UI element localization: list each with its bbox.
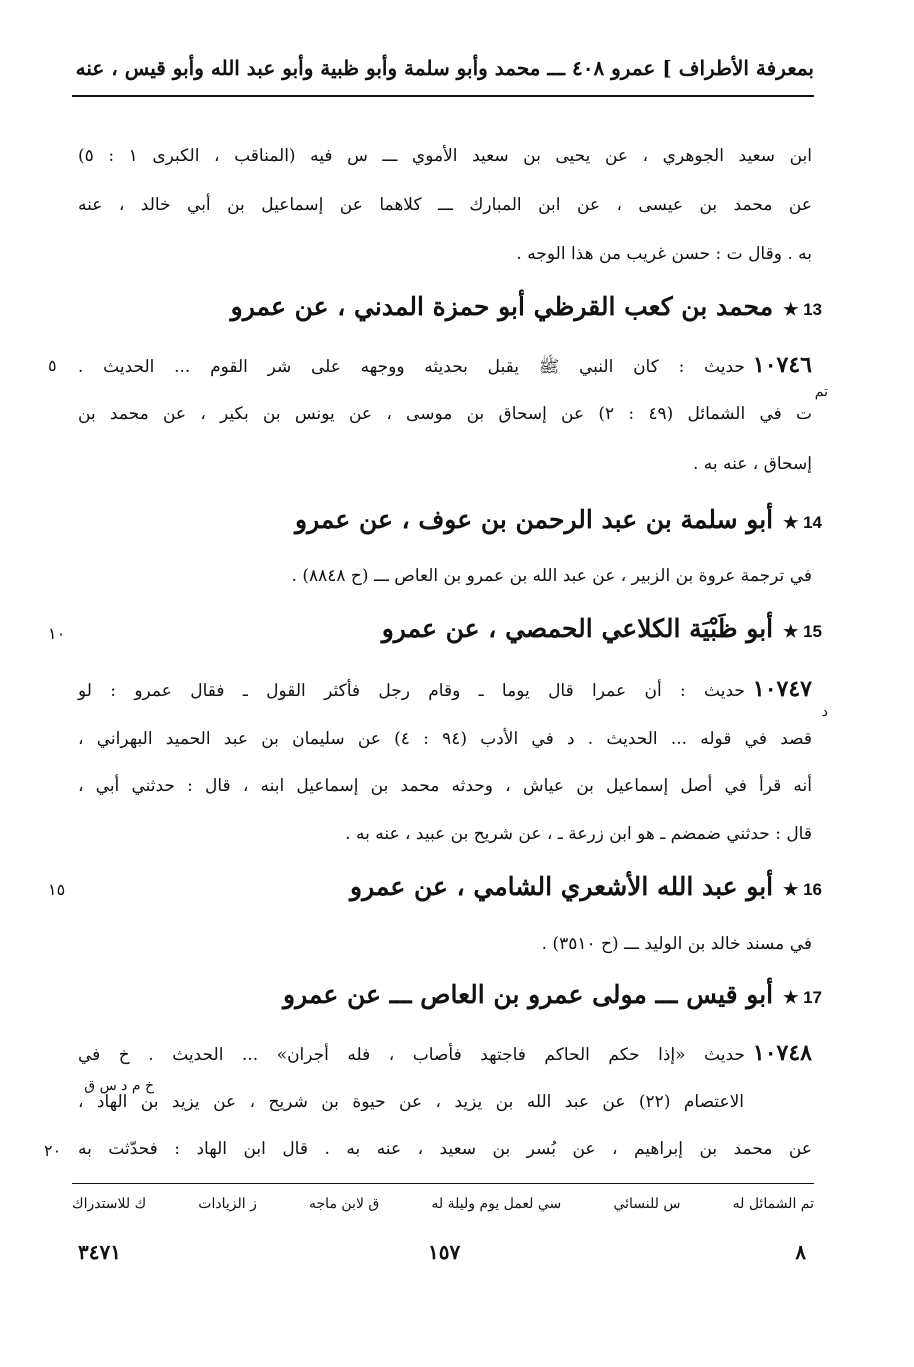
legend-item: س للنسائي: [613, 1196, 681, 1212]
margin-line-number: ٢٠: [44, 1141, 62, 1160]
entry-title: أبو ظَبْيَة الكلاعي الحمصي ، عن عمرو: [381, 614, 774, 643]
margin-line-number: ٥: [48, 356, 57, 375]
margin-line-number: ١٥: [48, 880, 66, 899]
hadith-line-10746: [78, 352, 812, 381]
legend-item: سي لعمل يوم وليلة له: [431, 1196, 562, 1212]
text-line: قصد في قوله ... الحديث . د في الأدب (٩٤ : ٤) عن سليمان بن عبد الحميد البهراني ،: [78, 729, 812, 749]
volume-number: ٨: [795, 1240, 806, 1264]
entry-number: 17 ★: [783, 988, 822, 1007]
sequence-number: ٣٤٧١: [78, 1240, 121, 1264]
entry-title: أبو قيس ـــ مولى عمرو بن العاص ـــ عن عمرو: [283, 980, 774, 1009]
source-symbols: تم: [814, 384, 828, 400]
entry-heading-15: [382, 614, 822, 643]
text-line: عن محمد بن إبراهيم ، عن بُسر بن سعيد ، عنه به . قال ابن الهاد : فحدّثت به: [78, 1139, 812, 1159]
hadith-line-10747: [78, 676, 812, 702]
entry-heading-16: [350, 872, 822, 901]
legend-item: ك للاستدراك: [72, 1196, 147, 1212]
entry-number: 16 ★: [783, 880, 822, 899]
entry-title: أبو عبد الله الأشعري الشامي ، عن عمرو: [350, 872, 774, 901]
hadith-text: حديث : كان النبي ﷺ يقبل بحديثه ووجهه على شر القوم ... الحديث .: [78, 357, 745, 377]
legend-item: ز الزيادات: [198, 1196, 257, 1212]
legend-item: ق لابن ماجه: [309, 1196, 380, 1212]
text-line: ت في الشمائل (٤٩ : ٢) عن إسحاق بن موسى ، عن يونس بن بكير ، عن محمد بن: [78, 404, 812, 424]
header-text: بمعرفة الأطراف ] عمرو ٤٠٨ ـــ محمد وأبو سلمة وأبو ظبية وأبو عبد الله وأبو قيس ، عنه: [75, 56, 814, 80]
hadith-number: ١٠٧٤٧: [752, 676, 812, 702]
text-line: في مسند خالد بن الوليد ـــ (ح ٣٥١٠) .: [541, 934, 812, 954]
entry-number: 13 ★: [783, 300, 822, 319]
text-line: إسحاق ، عنه به .: [692, 454, 812, 474]
abbreviation-legend: [72, 1196, 814, 1212]
entry-heading-14: [295, 505, 822, 534]
hadith-text: حديث «إذا حكم الحاكم فاجتهد فأصاب ، فله أجران» ... الحديث . خ في: [78, 1045, 745, 1065]
text-line: ابن سعيد الجوهري ، عن يحيى بن سعيد الأموي ـــ س فيه (المناقب ، الكبرى ١ : ٥): [78, 146, 812, 166]
entry-heading-17: [283, 980, 822, 1009]
header-rule: [72, 95, 814, 97]
entry-heading-13: [231, 292, 822, 321]
hadith-number: ١٠٧٤٨: [752, 1040, 812, 1066]
entry-title: محمد بن كعب القرظي أبو حمزة المدني ، عن عمرو: [230, 292, 774, 321]
margin-line-number: ١٠: [48, 624, 66, 643]
entry-title: أبو سلمة بن عبد الرحمن بن عوف ، عن عمرو: [295, 505, 774, 534]
page-number: ١٥٧: [428, 1240, 461, 1264]
entry-number: 15 ★: [783, 622, 822, 641]
running-header: [72, 56, 814, 86]
text-line: عن محمد بن عيسى ، عن ابن المبارك ـــ كلاهما عن إسماعيل بن أبي خالد ، عنه: [78, 195, 812, 215]
hadith-text: حديث : أن عمرا قال يوما ـ وقام رجل فأكثر القول ـ فقال عمرو : لو: [78, 681, 745, 701]
text-line: الاعتصام (٢٢) عن عبد الله بن يزيد ، عن حيوة بن شريح ، عن يزيد بن الهاد ،: [78, 1092, 744, 1112]
text-line: به . وقال ت : حسن غريب من هذا الوجه .: [516, 244, 812, 264]
source-symbols: د: [821, 704, 828, 720]
source-symbols: خ م د س ق: [84, 1078, 154, 1094]
text-line: قال : حدثني ضمضم ـ هو ابن زرعة ـ ، عن شريح بن عبيد ، عنه به .: [345, 824, 812, 844]
hadith-number: ١٠٧٤٦: [752, 352, 812, 378]
text-line: في ترجمة عروة بن الزبير ، عن عبد الله بن عمرو بن العاص ـــ (ح ٨٨٤٨) .: [291, 566, 812, 586]
legend-item: تم الشمائل له: [732, 1196, 814, 1212]
hadith-line-10748: [78, 1040, 812, 1066]
footnote-rule: [72, 1183, 814, 1184]
text-line: أنه قرأ في أصل إسماعيل بن عياش ، وحدثه محمد بن إسماعيل ابنه ، قال : حدثني أبي ،: [78, 776, 812, 796]
entry-number: 14 ★: [783, 513, 822, 532]
